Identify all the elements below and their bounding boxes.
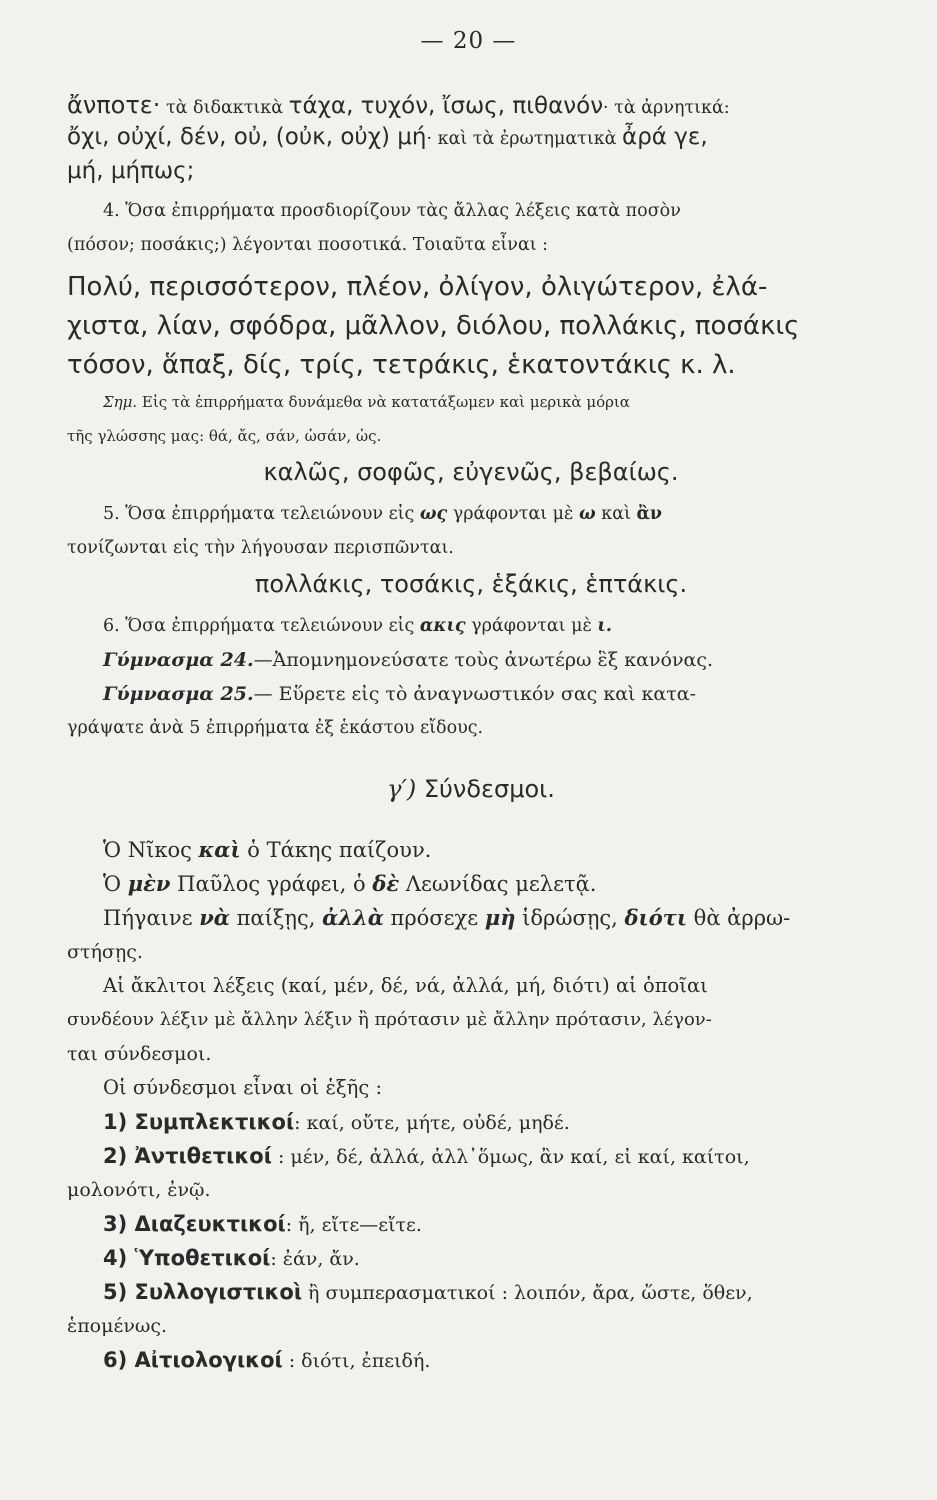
text-span: τὰ διδακτικὰ: [160, 98, 289, 118]
text-span: · καὶ τὰ ἐρωτηματικὰ: [426, 129, 623, 149]
adverb-list: ἆρά γε,: [622, 124, 708, 150]
text-line: [67, 901, 875, 935]
text-span: — Εὕρετε εἰς τὸ ἀναγνωστικόν σας καὶ κατα-: [253, 683, 697, 705]
emphasis: ἀλλὰ: [322, 905, 384, 930]
note-label: Σημ.: [103, 393, 138, 411]
conjunction-examples: : καί, οὔτε, μήτε, οὐδέ, μηδέ.: [294, 1112, 570, 1134]
conjunction-examples: : ἤ, εἴτε—εἴτε.: [285, 1214, 422, 1236]
note-line: [67, 385, 875, 419]
text-line: μολονότι, ἐνῷ.: [67, 1179, 211, 1201]
emphasis: καὶ: [198, 837, 241, 862]
text-span: Εἰς τὰ ἐπιρρήματα δυνάμεθα νὰ κατατάξωμεν καὶ μερικὰ μόρια: [137, 393, 630, 411]
text-span: Παῦλος γράφει, ὁ: [170, 872, 373, 896]
adverb-word: ἄνποτε·: [67, 91, 161, 119]
adverb-list: ὄχι, οὐχί, δέν, οὐ, (οὐκ, οὐχ) μή: [67, 124, 427, 150]
emphasis: ως: [419, 504, 448, 524]
text-span: θὰ ἀρρω-: [687, 906, 791, 930]
text-span: Ὁ: [103, 872, 128, 896]
emphasis: ι.: [597, 616, 612, 636]
text-line: [67, 497, 875, 531]
conjunction-type: 1) Συμπλεκτικοί: [103, 1110, 295, 1134]
emphasis: ακις: [419, 616, 466, 636]
text-line: [67, 609, 875, 643]
note-line: τῆς γλώσσης μας: θά, ἄς, σάν, ὡσάν, ὡς.: [67, 427, 382, 445]
page-body: [67, 86, 875, 1377]
example-line: Πολύ, περισσότερον, πλέον, ὀλίγον, ὀλιγώτερον, ἐλά-: [67, 272, 768, 302]
emphasis: ἂν: [636, 504, 663, 524]
heading-number: γ′): [387, 775, 417, 803]
conjunction-item: [67, 1241, 875, 1275]
emphasis: ω: [579, 504, 596, 524]
text-line: μή, μήπως;: [67, 158, 195, 184]
example-line: τόσον, ἅπαξ, δίς, τρίς, τετράκις, ἑκατοντάκις κ. λ.: [67, 350, 736, 380]
exercise-line: [67, 677, 875, 711]
conjunction-type: 4) Ὑποθετικοί: [103, 1246, 271, 1270]
text-line: γράψατε ἀνὰ 5 ἐπιρρήματα ἐξ ἑκάστου εἴδους.: [67, 718, 484, 738]
conjunction-examples: : ἐάν, ἄν.: [270, 1248, 360, 1270]
conjunction-item: [67, 1207, 875, 1241]
text-span: καὶ: [595, 504, 637, 524]
text-line: συνδέουν λέξιν μὲ ἄλλην λέξιν ἢ πρότασιν μὲ ἄλλην πρότασιν, λέγον-: [67, 1009, 712, 1030]
text-line: 4. Ὅσα ἐπιρρήματα προσδιορίζουν τὰς ἄλλας λέξεις κατὰ ποσὸν: [103, 201, 681, 221]
example-line: πολλάκις, τοσάκις, ἑξάκις, ἑπτάκις.: [254, 570, 688, 598]
text-line: ται σύνδεσμοι.: [67, 1043, 212, 1065]
emphasis: νὰ: [199, 905, 230, 930]
conjunction-item: [67, 1105, 875, 1139]
emphasis: δὲ: [372, 871, 400, 896]
text-span: παίξῃς,: [229, 906, 323, 930]
page-number: — 20 —: [420, 28, 517, 54]
emphasis: μὲν: [127, 871, 171, 896]
text-line: στήσῃς.: [67, 941, 143, 963]
text-line: Αἱ ἄκλιτοι λέξεις (καί, μέν, δέ, νά, ἀλλά, μή, διότι) αἱ ὁποῖαι: [103, 974, 708, 997]
text-line: [67, 833, 875, 867]
exercise-label: Γύμνασμα 25.: [103, 683, 254, 705]
emphasis: διότι: [624, 905, 687, 930]
text-line: ἑπομένως.: [67, 1315, 168, 1337]
text-line: [67, 867, 875, 901]
example-line: χιστα, λίαν, σφόδρα, μᾶλλον, διόλου, πολλάκις, ποσάκις: [67, 311, 800, 341]
conjunction-type: 3) Διαζευκτικοί: [103, 1212, 286, 1236]
text-line: τονίζωνται εἰς τὴν λήγουσαν περισπῶνται.: [67, 538, 454, 558]
adverb-list: τάχα, τυχόν, ἴσως, πιθανόν: [288, 93, 604, 119]
text-span: ὁ Τάκης παίζουν.: [240, 838, 432, 862]
conjunction-item: [67, 1343, 875, 1377]
conjunction-type: 5) Συλλογιστικοὶ: [103, 1280, 303, 1304]
text-span: πρόσεχε: [383, 906, 485, 930]
text-span: · τὰ ἀρνητικά:: [603, 98, 730, 118]
text-span: Λεωνίδας μελετᾷ.: [399, 872, 597, 896]
text-span: Πήγαινε: [103, 906, 200, 930]
heading-title: Σύνδεσμοι.: [416, 775, 555, 803]
exercise-line: [67, 643, 875, 677]
example-line: καλῶς, σοφῶς, εὐγενῶς, βεβαίως.: [263, 458, 679, 486]
exercise-label: Γύμνασμα 24.: [103, 649, 254, 671]
conjunction-examples: ἢ συμπερασματικοί : λοιπόν, ἄρα, ὥστε, ὅθεν,: [302, 1282, 753, 1304]
text-span: γράφονται μὲ: [447, 504, 580, 524]
text-line: (πόσον; ποσάκις;) λέγονται ποσοτικά. Τοιαῦτα εἶναι :: [67, 235, 549, 255]
conjunction-item: [67, 1275, 875, 1309]
text-span: —Ἀπομνημονεύσατε τοὺς ἀνωτέρω ἓξ κανόνας.: [253, 649, 714, 671]
text-line: [67, 120, 875, 154]
conjunction-type: 6) Αἰτιολογικοί: [103, 1348, 283, 1372]
section-heading: [67, 767, 875, 811]
text-span: 6. Ὅσα ἐπιρρήματα τελειώνουν εἰς: [103, 616, 420, 636]
conjunction-type: 2) Ἀντιθετικοί: [103, 1144, 272, 1168]
text-span: ἱδρώσῃς,: [515, 906, 625, 930]
text-line: Οἱ σύνδεσμοι εἶναι οἱ ἑξῆς :: [103, 1076, 383, 1099]
conjunction-item: [67, 1139, 875, 1173]
text-span: γράφονται μὲ: [465, 616, 598, 636]
conjunction-examples: : μέν, δέ, ἀλλά, ἀλλ᾽ὅμως, ἂν καί, εἰ καί, καίτοι,: [271, 1146, 750, 1168]
text-span: Ὁ Νῖκος: [103, 838, 199, 862]
emphasis: μὴ: [484, 905, 516, 930]
conjunction-examples: : διότι, ἐπειδή.: [282, 1350, 431, 1372]
text-span: 5. Ὅσα ἐπιρρήματα τελειώνουν εἰς: [103, 504, 420, 524]
text-line: [67, 86, 875, 120]
